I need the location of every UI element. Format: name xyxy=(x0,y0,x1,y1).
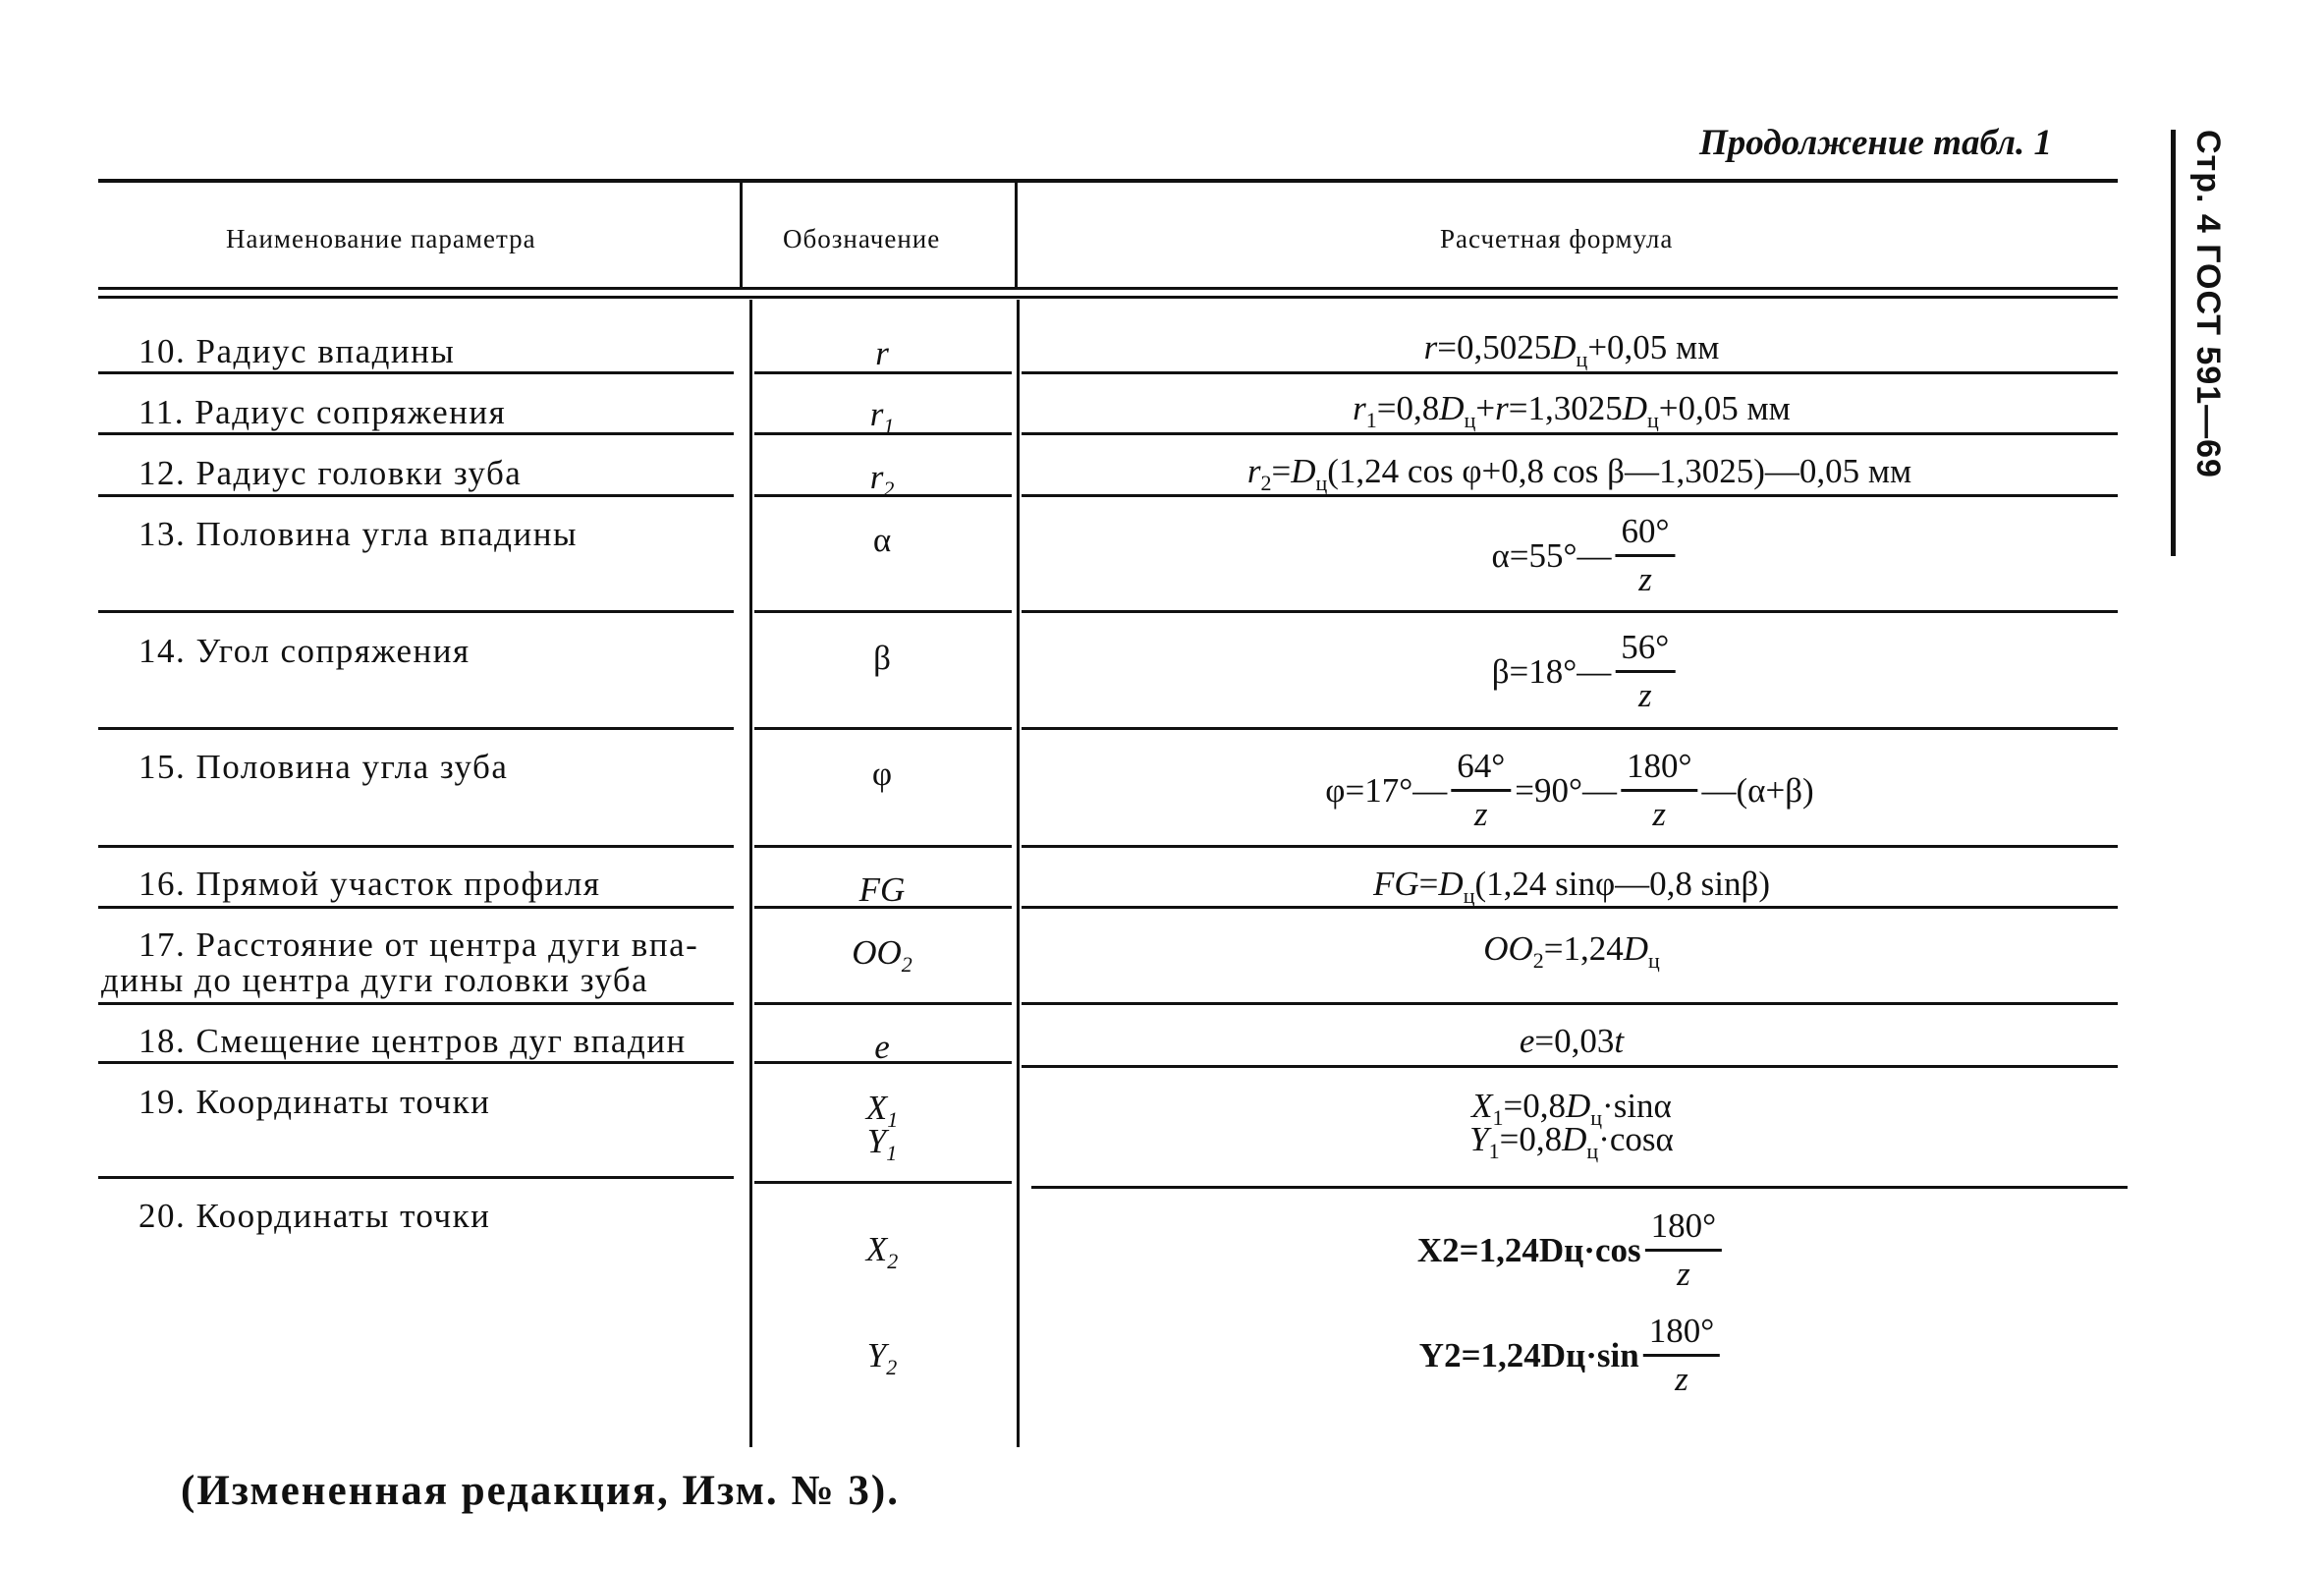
row-12-formula: $r_2=D_ц(1,24$ cos φ+0,8 cos β—1,3025)—0,05 мм xyxy=(1246,452,1912,495)
header-bottom-rule xyxy=(98,287,2118,290)
row-13-formula: α=55°— $\frac{60^\circ}{z}$ xyxy=(1491,509,1679,602)
row-20-name: 20. Координаты точки xyxy=(138,1197,491,1235)
row-16-name: 16. Прямой участок профиля xyxy=(138,865,601,903)
row-rule xyxy=(754,1002,1012,1005)
column-divider-1 xyxy=(740,183,743,287)
row-rule xyxy=(98,845,734,848)
side-header-rule xyxy=(2171,130,2176,556)
row-11-formula: $r_1=0,8D_ц+r=1,3025D_ц+0,05$ мм xyxy=(1353,389,1791,432)
row-18-symbol: e xyxy=(874,1028,890,1066)
row-19-formula-y: $Y_1=0,8D_ц\cdot\cos\alpha$ xyxy=(1469,1120,1674,1163)
row-rule xyxy=(754,610,1012,613)
row-20-symbol-x: $X_2$ xyxy=(865,1230,899,1273)
row-rule xyxy=(1022,1002,2118,1005)
row-17-name-line2: дины до центра дуги головки зуба xyxy=(101,961,649,999)
column-divider-2 xyxy=(1015,183,1018,287)
column-divider-1-body xyxy=(749,300,752,1447)
row-11-symbol: $r_1$ xyxy=(869,395,895,438)
header-name: Наименование параметра xyxy=(226,224,536,253)
row-12-symbol: $r_2$ xyxy=(869,458,895,501)
row-rule xyxy=(98,494,734,497)
row-19-symbol-x: $X_1$ xyxy=(865,1089,899,1132)
page-side-header: Стр. 4 ГОСТ 591—69 xyxy=(2189,130,2227,478)
row-13-symbol: α xyxy=(872,521,892,559)
row-19-name: 19. Координаты точки xyxy=(138,1083,491,1121)
row-14-symbol: β xyxy=(873,639,891,677)
row-12-name: 12. Радиус головки зуба xyxy=(138,454,523,492)
row-rule xyxy=(1022,1065,2118,1068)
row-rule xyxy=(98,432,734,435)
table-top-rule xyxy=(98,179,2118,183)
row-19-formula-x: $X_1=0,8D_ц\cdot\sin\alpha$ xyxy=(1471,1087,1672,1130)
row-rule xyxy=(1031,1186,2128,1189)
row-rule xyxy=(754,1181,1012,1184)
row-rule xyxy=(754,727,1012,730)
row-rule xyxy=(754,845,1012,848)
header-formula: Расчетная формула xyxy=(1440,224,1674,253)
row-16-symbol: FG xyxy=(858,870,906,909)
row-19-symbol-y: $Y_1$ xyxy=(866,1122,898,1165)
row-rule xyxy=(98,1002,734,1005)
row-rule xyxy=(98,371,734,374)
row-rule xyxy=(98,610,734,613)
header-symbol: Обозначение xyxy=(783,224,941,253)
row-rule xyxy=(1022,610,2118,613)
row-13-name: 13. Половина угла впадины xyxy=(138,515,578,553)
row-20-formula-x: X2=1,24Dц·cos $\frac{180^\circ}{z}$ xyxy=(1417,1204,1726,1297)
row-15-name: 15. Половина угла зуба xyxy=(138,748,509,786)
row-10-formula: $r=0,5025D_ц+0,05$ мм xyxy=(1423,328,1720,371)
revision-note: (Измененная редакция, Изм. № 3). xyxy=(181,1468,900,1514)
column-divider-2-body xyxy=(1017,300,1020,1447)
row-20-symbol-y: $Y_2$ xyxy=(866,1336,898,1379)
row-10-symbol: r xyxy=(875,334,889,372)
row-14-name: 14. Угол сопряжения xyxy=(138,632,470,670)
row-15-symbol: φ xyxy=(871,755,893,793)
row-rule xyxy=(98,727,734,730)
row-18-formula: e=0,03t xyxy=(1519,1022,1625,1060)
row-17-formula: $OO_2=1,24D_ц$ xyxy=(1483,929,1660,973)
row-rule xyxy=(98,1061,734,1064)
row-17-name-line1: 17. Расстояние от центра дуги впа- xyxy=(138,925,699,964)
row-11-name: 11. Радиус сопряжения xyxy=(138,393,507,431)
row-16-formula: $FG=D_ц(1,24$ sinφ—0,8 sinβ) xyxy=(1373,865,1770,908)
row-rule xyxy=(1022,845,2118,848)
row-rule xyxy=(98,1176,734,1179)
header-bottom-rule-2 xyxy=(98,296,2118,299)
row-rule xyxy=(98,906,734,909)
row-rule xyxy=(1022,727,2118,730)
row-17-symbol: $OO_2$ xyxy=(852,933,913,977)
row-18-name: 18. Смещение центров дуг впадин xyxy=(138,1022,687,1060)
row-14-formula: β=18°— $\frac{56^\circ}{z}$ xyxy=(1492,625,1680,718)
row-10-name: 10. Радиус впадины xyxy=(138,332,456,370)
table-continuation-caption: Продолжение табл. 1 xyxy=(1699,123,2052,163)
row-15-formula: φ=17°— $\frac{64^\circ}{z}$ =90°— $\frac{180^\circ}{z}$ —(α+β) xyxy=(1325,744,1813,837)
row-20-formula-y: Y2=1,24Dц·sin $\frac{180^\circ}{z}$ xyxy=(1419,1309,1724,1402)
